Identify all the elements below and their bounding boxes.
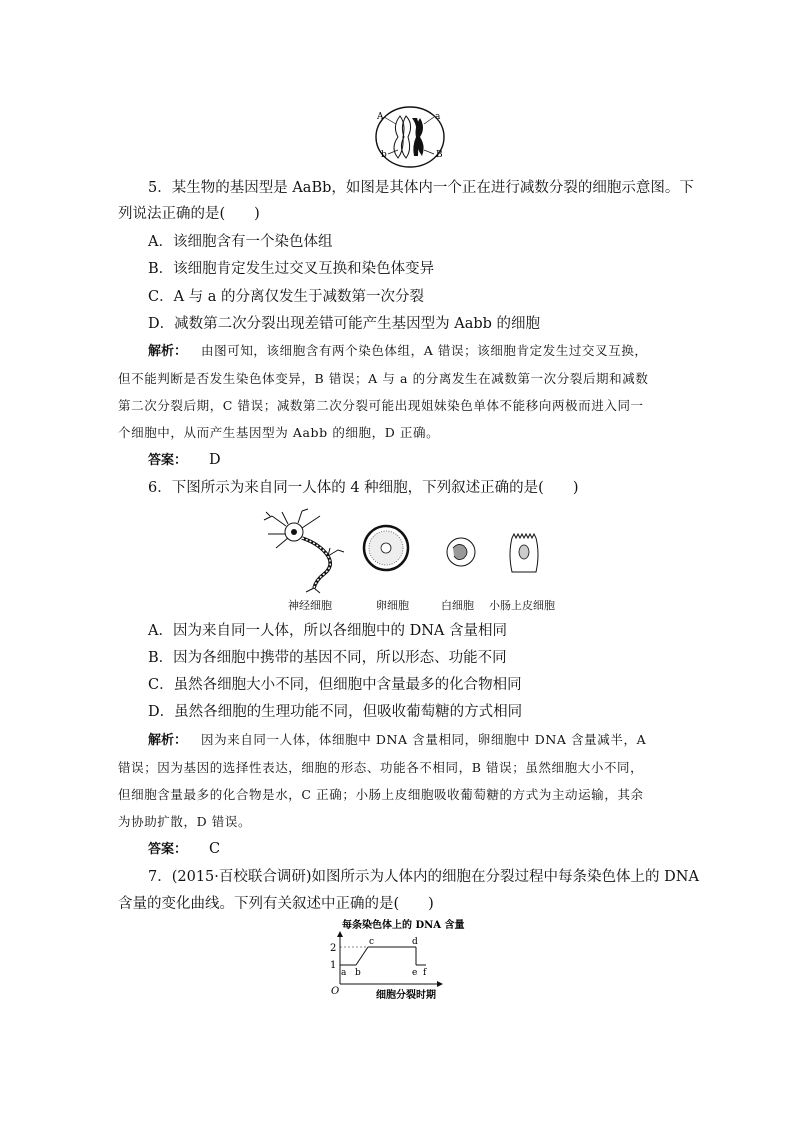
white-blood-cell-icon [447, 538, 475, 566]
q5-explanation-line1: 解析： 由图可知，该细胞含有两个染色体组，A 错误；该细胞肯定发生过交叉互换， [148, 343, 648, 359]
q6-option-b: B．因为各细胞中携带的基因不同，所以形态、功能不同 [148, 650, 507, 666]
q5-explanation-line3: 第二次分裂后期，C 错误；减数第二次分裂可能出现姐妹染色单体不能移向两极而进入同一 [118, 398, 644, 413]
q5-option-a: A．该细胞含有一个染色体组 [148, 234, 333, 250]
caption-intestinal-cell: 小肠上皮细胞 [489, 599, 555, 612]
graph-x-label: 细胞分裂时期 [376, 990, 436, 1001]
point-c: c [369, 937, 375, 947]
q5-explanation-line2: 但不能判断是否发生染色体变异，B 错误；A 与 a 的分离发生在减数第一次分裂后期和减数 [118, 371, 649, 386]
graph-origin: O [331, 986, 340, 997]
q7-stem-line2: 含量的变化曲线。下列有关叙述中正确的是( ) [118, 896, 434, 912]
explanation-label: 解析： [148, 733, 188, 748]
dna-content-graph [322, 916, 482, 1002]
gene-label-A: A [377, 112, 384, 122]
q5-stem-line2: 列说法正确的是( ) [118, 206, 260, 222]
answer-value: C [209, 841, 221, 857]
point-b: b [355, 968, 361, 978]
answer-value: D [209, 452, 221, 468]
neuron-icon [264, 509, 344, 593]
intestinal-epithelial-cell-icon [510, 534, 538, 572]
q5-option-d: D．减数第二次分裂出现差错可能产生基因型为 Aabb 的细胞 [148, 316, 541, 332]
q7-stem-line1: 7．(2015·百校联合调研)如图所示为人体内的细胞在分裂过程中每条染色体上的 DNA [148, 869, 699, 885]
four-cells-figure [258, 508, 558, 594]
explanation-label: 解析： [148, 344, 188, 359]
caption-white-blood-cell: 白细胞 [441, 599, 474, 612]
q5-answer [148, 451, 221, 470]
graph-y-label: 每条染色体上的 DNA 含量 [342, 920, 465, 931]
q6-explanation-line1: 解析： 因为来自同一人体，体细胞中 DNA 含量相同，卵细胞中 DNA 含量减半，A [148, 732, 647, 748]
y-tick-2: 2 [330, 943, 337, 954]
q6-option-d: D．虽然各细胞的生理功能不同，但吸收葡萄糖的方式相同 [148, 704, 523, 720]
gene-label-a: a [435, 112, 441, 122]
q6-option-c: C．虽然各细胞大小不同，但细胞中含量最多的化合物相同 [148, 677, 522, 693]
q6-explanation-line4: 为协助扩散，D 错误。 [118, 814, 252, 829]
q6-explanation-line2: 错误；因为基因的选择性表达，细胞的形态、功能各不相同，B 错误；虽然细胞大小不同， [118, 760, 644, 775]
q6-explanation-line3: 但细胞含量最多的化合物是水，C 正确；小肠上皮细胞吸收葡萄糖的方式为主动运输，其余 [118, 787, 644, 802]
gene-label-B: B [436, 150, 443, 160]
gene-label-b: b [381, 150, 387, 160]
q5-option-b: B．该细胞肯定发生过交叉互换和染色体变异 [148, 261, 435, 277]
point-e: e [412, 968, 418, 978]
q5-option-c: C．A 与 a 的分离仅发生于减数第一次分裂 [148, 289, 425, 305]
answer-label: 答案： [148, 453, 188, 468]
meiosis-cell-figure [370, 104, 450, 170]
q6-option-a: A．因为来自同一人体，所以各细胞中的 DNA 含量相同 [148, 623, 507, 639]
point-f: f [423, 968, 427, 978]
caption-neuron: 神经细胞 [288, 599, 332, 612]
q6-stem-line1: 6．下图所示为来自同一人体的 4 种细胞，下列叙述正确的是( ) [148, 480, 579, 496]
point-a: a [341, 968, 347, 978]
y-tick-1: 1 [330, 960, 337, 971]
answer-label: 答案： [148, 842, 188, 857]
egg-cell-icon [364, 526, 408, 570]
q5-stem-line1: 5．某生物的基因型是 AaBb，如图是其体内一个正在进行减数分裂的细胞示意图。下 [148, 180, 694, 196]
q6-answer [148, 840, 220, 859]
point-d: d [412, 937, 418, 947]
caption-egg-cell: 卵细胞 [376, 599, 409, 612]
q5-explanation-line4: 个细胞中，从而产生基因型为 Aabb 的细胞，D 正确。 [118, 425, 440, 440]
